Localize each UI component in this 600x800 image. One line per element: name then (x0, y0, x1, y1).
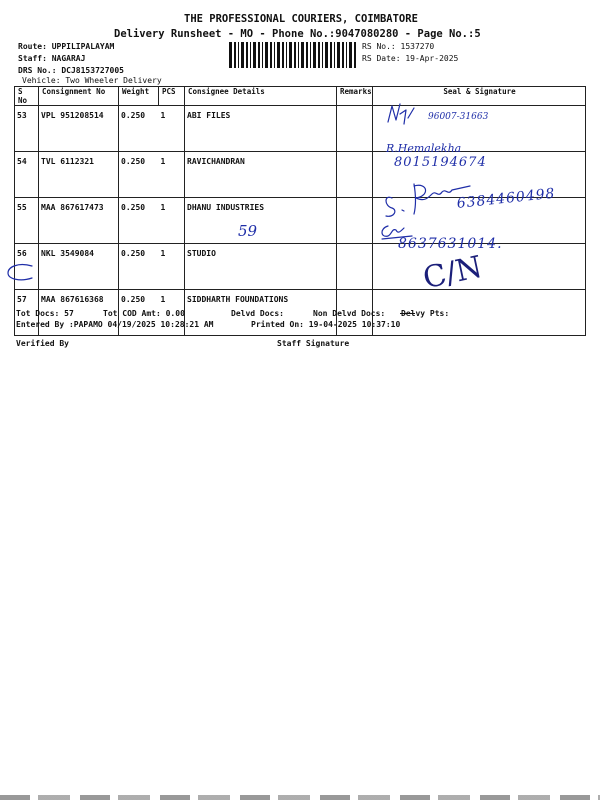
barcode-bar (282, 42, 284, 68)
barcode-bar (246, 42, 248, 68)
barcode-bar (258, 42, 260, 68)
barcode-bar (325, 42, 328, 68)
handwritten-mark-57: C/N (420, 249, 486, 297)
barcode-bar (274, 42, 275, 68)
cell-consignee: ABI FILES (185, 106, 337, 152)
total-cod-amount: Tot COD Amt: 0.00 (103, 309, 185, 318)
barcode-image (229, 42, 357, 68)
cell-remarks (337, 244, 373, 290)
barcode-bar (313, 42, 316, 68)
cell-consignment: NKL 3549084 (39, 244, 119, 290)
barcode-bar (234, 42, 236, 68)
col-weight: Weight (119, 87, 159, 106)
barcode-bar (298, 42, 299, 68)
cell-pcs: 1 (159, 106, 185, 152)
col-pcs: PCS (159, 87, 185, 106)
col-signature: Seal & Signature (373, 87, 586, 106)
cell-sno: 53 (15, 106, 39, 152)
signature-scribble-53 (384, 100, 424, 130)
barcode-bar (250, 42, 251, 68)
route-label: Route: UPPILIPALAYAM (18, 42, 115, 51)
handwritten-phone-55: 6384460498 (456, 185, 557, 212)
barcode-bar (289, 42, 292, 68)
cell-weight: 0.250 (119, 152, 159, 198)
barcode-bar (270, 42, 272, 68)
cell-consignee: STUDIO (185, 244, 337, 290)
cell-weight: 0.250 (119, 198, 159, 244)
handwritten-phone-54: 8015194674 (394, 155, 487, 170)
cell-consignment: MAA 867617473 (39, 198, 119, 244)
barcode-bar (337, 42, 340, 68)
cell-pcs: 1 (159, 290, 185, 336)
cell-consignee: DHANU INDUSTRIES (185, 198, 337, 244)
drs-number: DRS No.: DCJ8153727005 (18, 66, 124, 75)
cell-consignment: MAA 867616368 (39, 290, 119, 336)
barcode-bar (229, 42, 232, 68)
cell-weight: 0.250 (119, 290, 159, 336)
company-title: THE PROFESSIONAL COURIERS, COIMBATORE (184, 13, 418, 25)
cell-consignee: SIDDHARTH FOUNDATIONS (185, 290, 337, 336)
delivery-table (14, 86, 586, 336)
verified-by-label: Verified By (16, 339, 69, 348)
scan-edge (0, 795, 600, 800)
cell-consignee: RAVICHANDRAN (185, 152, 337, 198)
handwritten-note-56: 59 (238, 222, 258, 240)
col-sno: S No (15, 87, 39, 106)
barcode-bar (354, 42, 356, 68)
entered-by: Entered By :PAPAMO 04/19/2025 10:28:21 AM (16, 320, 214, 329)
barcode-bar (238, 42, 239, 68)
barcode-bar (346, 42, 347, 68)
cell-consignment: VPL 951208514 (39, 106, 119, 152)
cell-pcs: 1 (159, 152, 185, 198)
barcode-bar (334, 42, 335, 68)
barcode-bar (330, 42, 332, 68)
cell-sno: 54 (15, 152, 39, 198)
total-docs: Tot Docs: 57 (16, 309, 74, 318)
barcode-bar (310, 42, 311, 68)
delivery-points: Delvy Pts: (401, 309, 450, 318)
handwritten-name-54: R.Hemalekha (386, 142, 462, 155)
barcode-bar (286, 42, 287, 68)
rs-date: RS Date: 19-Apr-2025 (362, 54, 459, 63)
rs-number: RS No.: 1537270 (362, 42, 435, 51)
col-consignment: Consignment No (39, 87, 119, 106)
cell-pcs: 1 (159, 198, 185, 244)
cell-sno: 55 (15, 198, 39, 244)
cell-remarks (337, 106, 373, 152)
strike-mark (400, 313, 415, 314)
cell-weight: 0.250 (119, 244, 159, 290)
runsheet-subtitle: Delivery Runsheet - MO - Phone No.:9047080280 - Page No.:5 (114, 28, 481, 40)
handwritten-phone-53: 96007-31663 (428, 112, 489, 122)
col-consignee: Consignee Details (185, 87, 337, 106)
table-header-row (15, 87, 586, 106)
printed-on: Printed On: 19-04-2025 10:37:10 (251, 320, 401, 329)
barcode-bar (318, 42, 320, 68)
non-delivered-docs: Non Delvd Docs: (313, 309, 386, 318)
barcode-bar (265, 42, 268, 68)
delivered-docs: Delvd Docs: (231, 309, 284, 318)
barcode-bar (277, 42, 280, 68)
cell-remarks (337, 198, 373, 244)
staff-signature-label: Staff Signature (277, 339, 350, 348)
cell-sno: 57 (15, 290, 39, 336)
barcode-bar (306, 42, 308, 68)
cell-consignment: TVL 6112321 (39, 152, 119, 198)
barcode-bar (342, 42, 344, 68)
barcode-bar (349, 42, 352, 68)
staff-label: Staff: NAGARAJ (18, 54, 86, 63)
cell-weight: 0.250 (119, 106, 159, 152)
barcode-bar (262, 42, 263, 68)
col-remarks: Remarks (337, 87, 373, 106)
cell-sno: 56 (15, 244, 39, 290)
barcode-bar (294, 42, 296, 68)
cell-pcs: 1 (159, 244, 185, 290)
barcode-bar (253, 42, 256, 68)
table-row (15, 106, 586, 152)
barcode-bar (322, 42, 323, 68)
vehicle-label: Vehicle: Two Wheeler Delivery (22, 76, 162, 85)
cell-remarks (337, 152, 373, 198)
barcode-bar (301, 42, 304, 68)
barcode-bar (241, 42, 244, 68)
handwritten-phone-56: 8637631014. (398, 236, 503, 252)
sno-circle-mark (6, 263, 36, 283)
